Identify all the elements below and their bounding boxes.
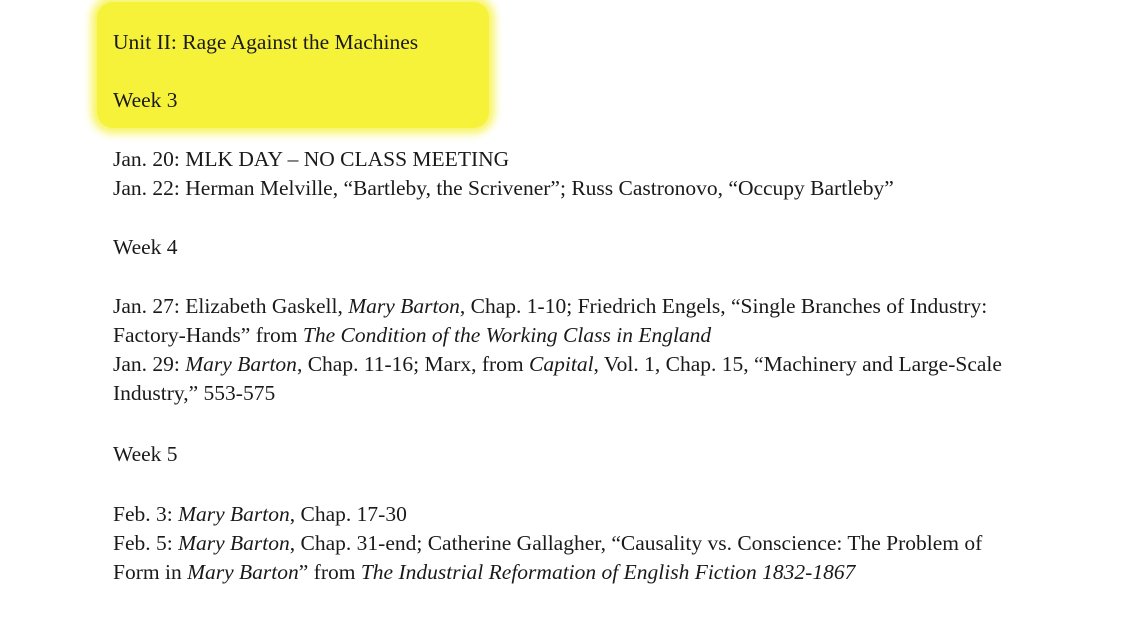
line-text: Form in [113, 560, 188, 584]
book-title: Mary Barton [187, 560, 299, 584]
schedule-line-jan-22: Jan. 22: Herman Melville, “Bartleby, the Scrivener”; Russ Castronovo, “Occupy Bartleby” [113, 176, 894, 200]
line-text: Factory-Hands” from [113, 323, 303, 347]
schedule-line-jan-27 [113, 292, 987, 321]
book-title: Mary Barton [178, 502, 290, 526]
book-title: Mary Barton [178, 531, 290, 555]
line-text: , Chap. 17-30 [289, 502, 407, 526]
line-text: , Vol. 1, Chap. 15, “Machinery and Large-Scale [593, 352, 1002, 376]
line-text: Feb. 5: [113, 531, 179, 555]
book-title: Mary Barton [185, 352, 297, 376]
line-text: ” from [298, 560, 361, 584]
schedule-line-feb-5 [113, 529, 982, 558]
book-title: The Industrial Reformation of English Fiction 1832-1867 [360, 560, 856, 584]
week-3-heading: Week 3 [113, 88, 178, 112]
line-text: Feb. 3: [113, 502, 179, 526]
line-text: , Chap. 11-16; Marx, from [296, 352, 530, 376]
week-5-heading: Week 5 [113, 442, 178, 466]
line-text: , Chap. 31-end; Catherine Gallagher, “Causality vs. Conscience: The Problem of [289, 531, 983, 555]
schedule-line-jan-20: Jan. 20: MLK DAY – NO CLASS MEETING [113, 147, 510, 171]
line-text: Jan. 27: Elizabeth Gaskell, [113, 294, 349, 318]
book-title: The Condition of the Working Class in England [302, 323, 712, 347]
schedule-line-feb-3 [113, 500, 407, 529]
line-text: , Chap. 1-10; Friedrich Engels, “Single Branches of Industry: [459, 294, 988, 318]
week-4-heading: Week 4 [113, 235, 178, 259]
book-title: Capital [529, 352, 594, 376]
schedule-line-feb-5-cont [113, 558, 855, 587]
line-text: Industry,” 553-575 [113, 381, 276, 405]
schedule-line-jan-29 [113, 350, 1002, 379]
book-title: Mary Barton [348, 294, 460, 318]
line-text: Jan. 29: [113, 352, 186, 376]
unit-title: Unit II: Rage Against the Machines [113, 30, 419, 54]
schedule-line-jan-27-cont [113, 321, 711, 350]
schedule-line-jan-29-cont [113, 379, 275, 408]
